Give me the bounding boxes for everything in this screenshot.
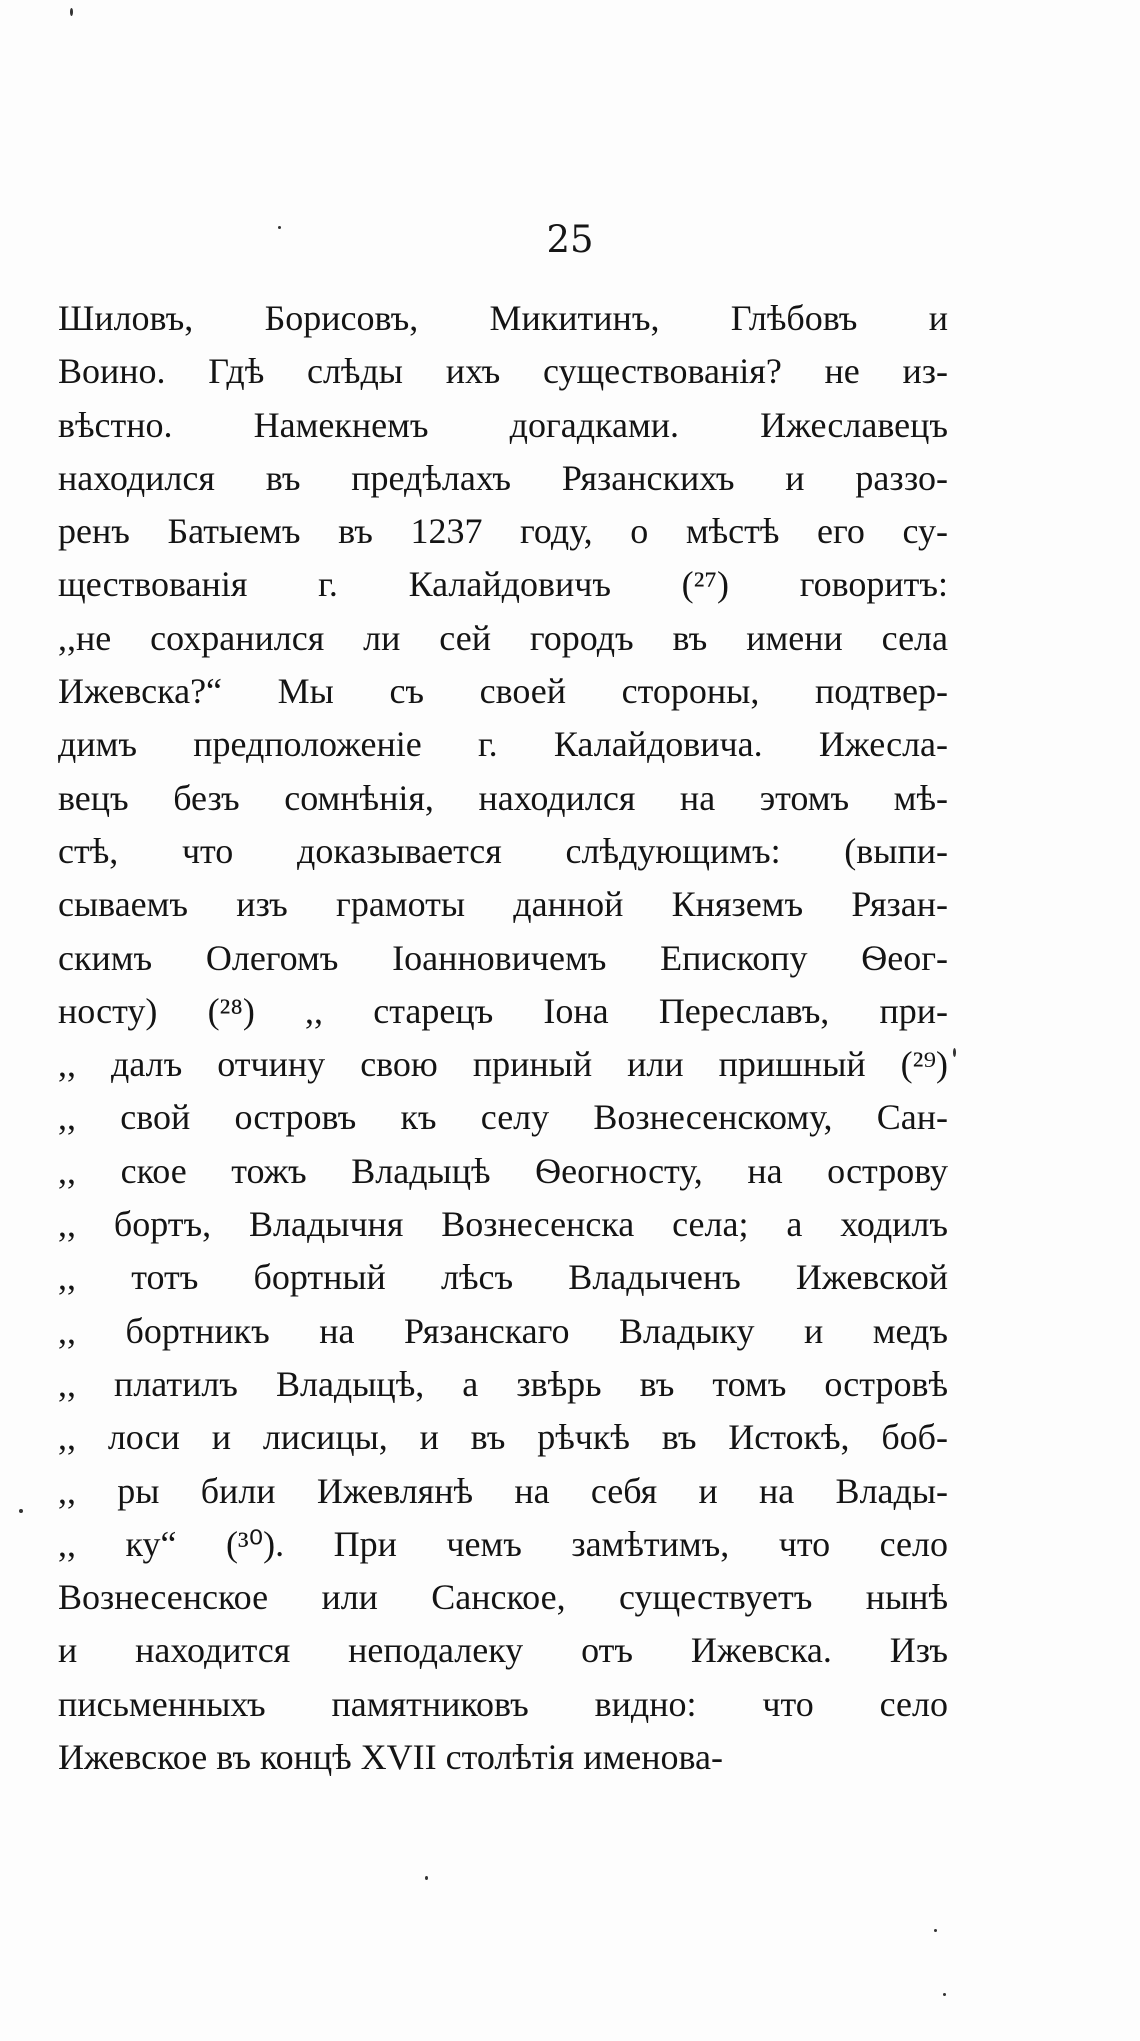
text-line: носту) (²⁸) ,, старецъ Іона Переславъ, при- [58, 990, 948, 1031]
text-line: сываемъ изъ грамоты данной Княземъ Рязан- [58, 884, 948, 925]
scan-speck [425, 1876, 428, 1880]
page-number: 25 [546, 218, 594, 261]
text-line: Шиловъ, Борисовъ, Микитинъ, Глѣбовъ и [58, 298, 948, 338]
scan-speck [19, 1509, 23, 1513]
text-line: находился въ предѣлахъ Рязанскихъ и раззо- [58, 457, 948, 498]
text-line: ,, лоси и лисицы, и въ рѣчкѣ въ Истокѣ, боб- [58, 1417, 948, 1458]
scan-speck [943, 1993, 946, 1996]
scan-speck [278, 226, 281, 229]
scan-speck [70, 8, 73, 16]
text-line: ренъ Батыемъ въ 1237 году, о мѣстѣ его су- [58, 511, 948, 552]
text-line: ,, бортникъ на Рязанскаго Владыку и медъ [58, 1310, 948, 1351]
text-line: ,, тотъ бортный лѣсъ Владыченъ Ижевской [58, 1257, 948, 1298]
text-line: Воино. Гдѣ слѣды ихъ существованія? не из- [58, 351, 948, 392]
text-line: Ижевска?“ Мы съ своей стороны, подтвер- [58, 671, 948, 712]
text-line: Вознесенское или Санское, существуетъ нынѣ [58, 1577, 948, 1618]
body-text [58, 292, 948, 1784]
scan-speck [934, 1929, 937, 1932]
text-line: стѣ, что доказывается слѣдующимъ: (выпи- [58, 830, 948, 871]
text-line: ,, бортъ, Владычня Вознесенска села; а ходилъ [58, 1204, 948, 1245]
text-line: и находится неподалеку отъ Ижевска. Изъ [58, 1630, 948, 1671]
text-line: ,, далъ отчину свою приный или пришный (²⁹) [58, 1044, 948, 1085]
scan-speck [953, 1048, 956, 1057]
text-line: димъ предположеніе г. Калайдовича. Ижесла- [58, 724, 948, 765]
text-line: ,, свой островъ къ селу Вознесенскому, Сан- [58, 1097, 948, 1138]
text-line: вецъ безъ сомнѣнія, находился на этомъ мѣ- [58, 777, 948, 818]
text-line: ,, ры били Ижевлянѣ на себя и на Влады- [58, 1470, 948, 1511]
text-line: скимъ Олегомъ Іоанновичемъ Епископу Ѳеог- [58, 937, 948, 978]
text-line: ,, платилъ Владыцѣ, а звѣрь въ томъ островѣ [58, 1363, 948, 1404]
text-line: письменныхъ памятниковъ видно: что село [58, 1683, 948, 1724]
text-line: вѣстно. Намекнемъ догадками. Ижеславецъ [58, 404, 948, 445]
text-line: Ижевское въ концѣ XVII столѣтія именова- [58, 1737, 723, 1778]
text-line: ществованія г. Калайдовичъ (²⁷) говоритъ: [58, 564, 948, 605]
text-line: ,, ское тожъ Владыцѣ Ѳеогносту, на острову [58, 1150, 948, 1191]
text-line: ,, ку“ (³⁰). При чемъ замѣтимъ, что село [58, 1523, 948, 1564]
text-line: ,,не сохранился ли сей городъ въ имени села [58, 617, 948, 658]
